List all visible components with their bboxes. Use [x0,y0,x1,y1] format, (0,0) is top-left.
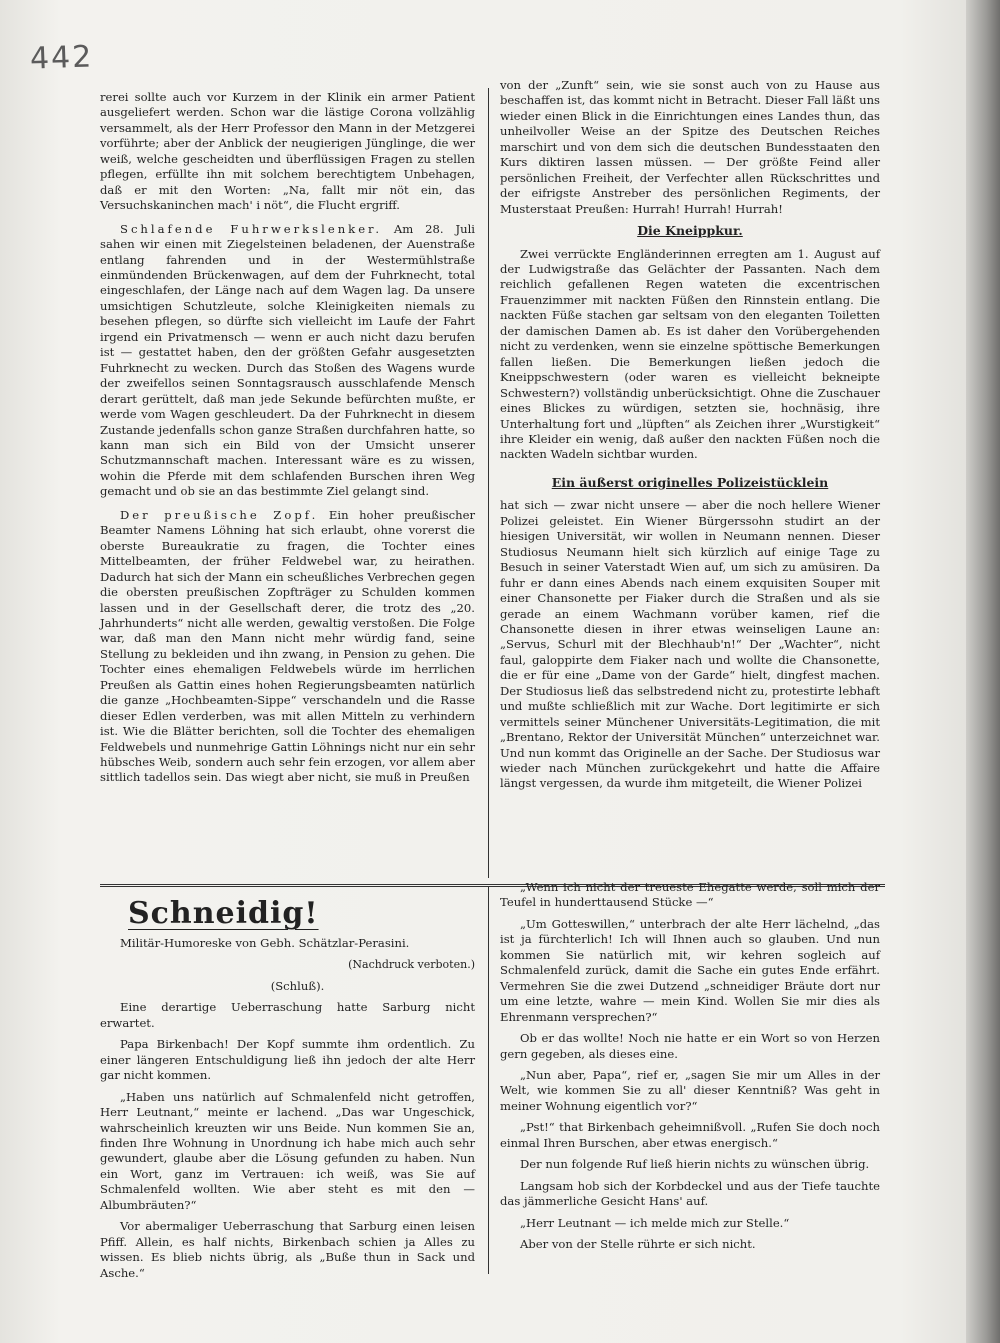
article-klinik: rerei sollte auch vor Kurzem in der Klinik ein armer Patient ausgeliefert werden. Schon war die lästige Corona vollzählig versammelt, als der Herr Professor den Mann in der Metzgerei vorführte; aber der Anblick der neugierigen Jünglinge, die wer weiß, welche gescheidten und überflüssigen Fragen zu stellen pflegen, erfüllte ihn mit solchem berechtigtem Unbehagen, daß er mit den Worten: „Na, fallt mir nöt ein, das Versuchskaninchen mach' i nöt“, die Flucht ergriff. [100,90,475,213]
article-body-fuhrwerkslenker: Am 28. Juli sahen wir einen mit Ziegelsteinen beladenen, der Auenstraße entlang fahrenden und in der Westermühlstraße einmündenden Brückenwagen, auf dem der Fuhrknecht, total eingeschlafen, der Länge nach auf dem Wagen lag. Da unsere umsichtigen Schutzleute, solche Kleinigkeiten niemals zu besehen pflegen, so dürfte sich vielleicht im Laufe der Fahrt irgend ein Privatmensch — wenn er auch nicht dazu berufen ist — gestattet haben, den der größten Gefahr ausgesetzten Fuhrknecht zu wecken. Durch das Stoßen des Wagens wurde der zweifellos seinen Sonntagsrausch ausschlafende Mensch derart gerüttelt, daß man jede Sekunde befürchten mußte, er werde vom Wagen geschleudert. Da der Fuhrknecht in diesem Zustande jedenfalls schon ganze Straßen durchfahren hatte, so kann man sich ein Bild von der Umsicht unserer Schutzmannschaft machen. Interessant wäre es zu wissen, wohin die Pferde mit dem schlafenden Burschen ihren Weg gemacht und ob sie an das bestimmte Ziel gelangt sind. [100,221,476,499]
story-paragraph: Aber von der Stelle rührte er sich nicht. [520,1237,756,1252]
story-paragraph: „Nun aber, Papa“, rief er, „sagen Sie mir um Alles in der Welt, wie kommen Sie zu all' dieser Kenntniß? Was geht in meiner Wohnung eigentlich vor?“ [500,1067,880,1113]
book-spine [966,0,1000,1343]
conclusion-note: (Schluß). [270,978,325,993]
story-paragraph: „Herr Leutnant — ich melde mich zur Stelle.“ [520,1215,790,1230]
column-divider-upper [488,88,489,878]
story-paragraph: Langsam hob sich der Korbdeckel und aus der Tiefe tauchte das jämmerliche Gesicht Hans' auf. [500,1178,880,1209]
story-right-column [500,880,880,1259]
heading-kneippkur: Die Kneippkur. [637,223,743,239]
article-zopf-continued: von der „Zunft“ sein, wie sie sonst auch von zu Hause aus beschaffen ist, das kommt nicht in Betracht. Dieser Fall läßt uns wieder einen Blick in die Einrichtungen eines Landes thun, das unheilvoller Weise an der Spitze des Deutschen Reiches marschirt und von dem sich die deutschen Bundesstaaten den Kurs diktiren lassen müssen. — Der größte Feind aller persönlichen Freiheit, der Verfechter allen Rückschrittes und der eifrigste Anstreber des persönlichen Regiments, der Musterstaat Preußen: Hurrah! Hurrah! Hurrah! [500,78,880,216]
article-body-zopf: Ein hoher preußischer Beamter Namens Löhning hat sich erlaubt, ohne vorerst die oberste Bureaukratie zu fragen, die Tochter eines Mittelbeamten, der früher Feldwebel war, zu heirathen. Dadurch hat sich der Mann ein scheußliches Verbrechen gegen die obersten preußischen Zopfträger zu Schulden kommen lassen und in der Gesellschaft derer, die trotz des „20. Jahrhunderts“ nicht alle werden, gewaltig verstoßen. Die Folge war, daß man den Mann nicht mehr würdig fand, seine Stellung zu bekleiden und ihn zwang, in Pension zu gehen. Die Tochter eines ehemaligen Feldwebels würde im herrlichen Preußen als Gattin eines hohen Regierungsbeamten natürlich die ganze „Hochbeamten-Sippe“ verschandeln und die Rasse dieser Edlen verderben, was mit allen Mitteln zu verhindern ist. Wie die Blätter berichten, soll die Tochter des ehemaligen Feldwebels und nunmehrige Gattin Löhnings nicht nur ein sehr hübsches Weib, sondern auch sehr fein erzogen, vor allem aber sittlich tadellos sein. Das wiegt aber nicht, sie muß in Preußen [100,507,476,785]
story-subtitle: Militär-Humoreske von Gebh. Schätzlar-Perasini. [120,936,410,950]
story-paragraph: „Haben uns natürlich auf Schmalenfeld nicht getroffen, Herr Leutnant,“ meinte er lachend. „Das war Ungeschick, wahrscheinlich kreuzten wir uns Beide. Nun kommen Sie an, finden Ihre Wohnung in Unordnung ich habe mich auch sehr gewundert, glaube aber die Lösung gefunden zu haben. Nun ein Wort, ganz im Vertrauen: ich weiß, was Sie auf Schmalenfeld wollten. Wie aber steht es mit den — Albumbräuten?“ [100,1089,475,1212]
article-title-zopf: Der preußische Zopf. [120,507,319,522]
story-paragraph: „Pst!“ that Birkenbach geheimnißvoll. „Rufen Sie doch noch einmal Ihren Burschen, aber etwas energisch.“ [500,1120,880,1150]
story-paragraph: Papa Birkenbach! Der Kopf summte ihm ordentlich. Zu einer längeren Entschuldigung ließ ihn jedoch der alte Herr gar nicht kommen. [100,1037,475,1083]
story-paragraph: „Um Gotteswillen,“ unterbrach der alte Herr lächelnd, „das ist ja fürchterlich! Ich will Ihnen auch so glauben. Und nun kommen Sie natürlich mit, wir kehren sogleich auf Schmalenfeld zurück, damit die Sache ein gutes Ende erfährt. Vermehren Sie die zwei Dutzend „schneidiger Bräute dort nur um eine letzte, wahre — mein Kind. Wollen Sie mir dies als Ehrenmann versprechen?“ [500,916,880,1024]
article-fuhrwerkslenker [100,222,475,500]
article-zopf [100,508,475,786]
article-polizeistuecklein: hat sich — zwar nicht unsere — aber die noch hellere Wiener Polizei geleistet. Ein Wiener Bürgerssohn studirt an der hiesigen Universität, wir wollen in Neumann nennen. Dieser Studiosus Neumann hielt sich kürzlich auf einige Tage zu Besuch in seiner Vaterstadt Wien auf, um sich zu amüsiren. Da fuhr er dann eines Abends nach einem exquisiten Souper mit einer Chansonette per Fiaker durch die Straßen und als sie gerade an einem Wachmann vorüber kamen, rief die Chansonette diesen in ihrer etwas weinseligen Laune an: „Servus, Schurl mit der Blechhaub'n!“ Der „Wachter“, nicht faul, galoppirte dem Fiaker nach und wollte die Chansonette, die er für eine „Dame von der Garde“ hielt, dingfest machen. Der Studiosus ließ das selbstredend nicht zu, protestirte lebhaft und mußte schließlich mit zur Wache. Dort legitimirte er sich vermittels seiner Münchener Universitäts-Legitimation, die mit „Brentano, Rektor der Universität München“ unterzeichnet war. Und nun kommt das Originelle an der Sache. Der Studiosus war wieder nach München zurückgekehrt und hatte die Affaire längst vergessen, da wurde ihm mitgeteilt, die Wiener Polizei [500,498,880,791]
story-paragraph: „Wenn ich nicht der treueste Ehegatte werde, soll mich der Teufel in hunderttausend Stücke —“ [500,880,880,910]
story-paragraph: Der nun folgende Ruf ließ hierin nichts zu wünschen übrig. [520,1157,870,1172]
story-paragraph: Eine derartige Ueberraschung hatte Sarburg nicht erwartet. [100,1000,475,1030]
upper-right-column [500,78,880,798]
article-kneippkur: Zwei verrückte Engländerinnen erregten am 1. August auf der Ludwigstraße das Gelächter der Passanten. Nach dem reichlich gefallenen Regen wateten die excentrischen Frauenzimmer mit nackten Füßen den Rinnstein entlang. Die nackten Füße stachen gar seltsam von den eleganten Toiletten der damischen Damen ab. Es ist daher den Vorübergehenden nicht zu verdenken, wenn sie einzelne spöttische Bemerkungen fallen ließen. Die Bemerkungen ließen jedoch die Kneippschwestern (oder waren es vielleicht bekneipte Schwestern?) vollständig unberücksichtigt. Ohne die Zuschauer eines Blickes zu würdigen, setzten sie, hochnäsig, ihre Unterhaltung fort und „lüpften“ als Zeichen ihrer „Wurstigkeit“ ihre Kleider ein wenig, daß außer den nackten Füßen noch die nackten Wadeln sichtbar wurden. [500,246,880,462]
story-left-column [100,890,475,1287]
upper-left-column [100,90,475,792]
story-title: Schneidig! [128,896,319,931]
heading-polizeistuecklein: Ein äußerst originelles Polizeistücklein [551,474,829,490]
page-number: 442 [29,39,94,77]
story-paragraph: Ob er das wollte! Noch nie hatte er ein Wort so von Herzen gern gegeben, als dieses eine. [500,1031,880,1061]
story-paragraph: Vor abermaliger Ueberraschung that Sarburg einen leisen Pfiff. Allein, es half nichts, Birkenbach schien ja Alles zu wissen. Es blieb nichts übrig, als „Buße thun in Sack und Asche.“ [100,1219,475,1280]
reprint-note: (Nachdruck verboten.) [348,958,475,972]
article-title-fuhrwerkslenker: Schlafende Fuhrwerkslenker. [120,221,383,236]
column-divider-lower [488,886,489,1274]
